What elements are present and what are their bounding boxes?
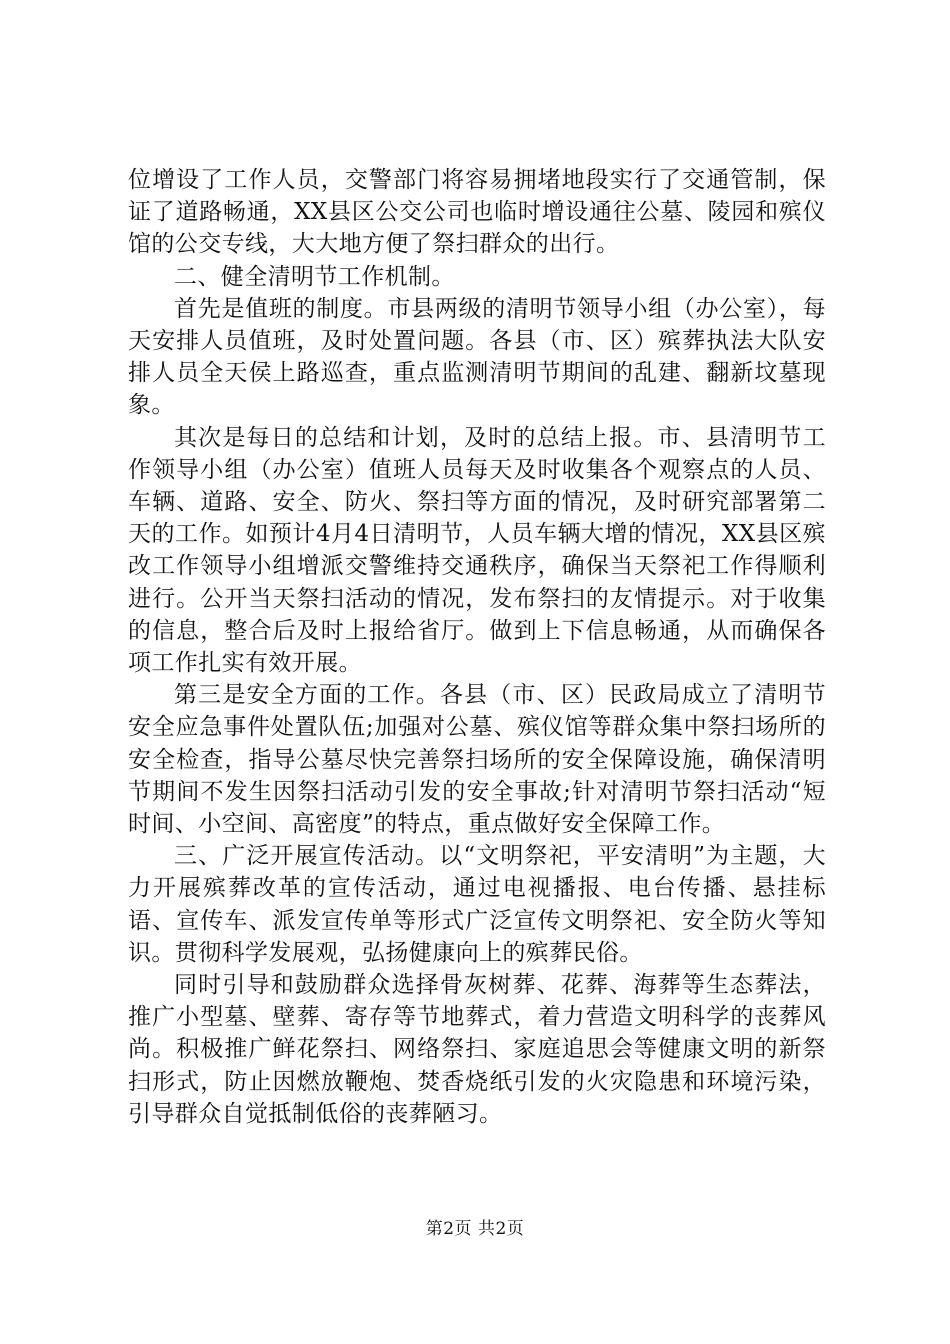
paragraph-daily-summary: 其次是每日的总结和计划，及时的总结上报。市、县清明节工作领导小组（办公室）值班人员每天及时收集各个观察点的人员、车辆、道路、安全、防火、祭扫等方面的情况，及时研究部署第二天的工作。如预计4月4日清明节，人员车辆大增的情况，XX县区殡改工作领导小组增派交警维持交通秩序，确保当天祭祀工作得顺利进行。公开当天祭扫活动的情况，发布祭扫的友情提示。对于收集的信息，整合后及时上报给省厅。做到上下信息畅通，从而确保各项工作扎实有效开展。 — [128, 424, 826, 677]
section-heading-two: 二、健全清明节工作机制。 — [174, 263, 455, 290]
paragraph-eco-burial: 同时引导和鼓励群众选择骨灰树葬、花葬、海葬等生态葬法，推广小型墓、壁葬、寄存等节地葬式，着力营造文明科学的丧葬风尚。积极推广鲜花祭扫、网络祭扫、家庭追思会等健康文明的新祭扫形式，防止因燃放鞭炮、焚香烧纸引发的火灾隐患和环境污染，引导群众自觉抵制低俗的丧葬陋习。 — [128, 972, 826, 1127]
section-heading-three: 三、广泛开展宣传活动。以“文明祭祀，平安清明”为主题，大力开展殡葬改革的宣传活动，通过电视播报、电台传播、悬挂标语、宣传车、派发宣传单等形式广泛宣传文明祭祀、安全防火等知识。贯彻科学发展观，弘扬健康向上的殡葬民俗。 — [128, 843, 826, 966]
document-body — [128, 164, 826, 1130]
paragraph-safety-work: 第三是安全方面的工作。各县（市、区）民政局成立了清明节安全应急事件处置队伍;加强对公墓、殡仪馆等群众集中祭扫场所的安全检查，指导公墓尽快完善祭扫场所的安全保障设施，确保清明节期间不发生因祭扫活动引发的安全事故;针对清明节祭扫活动“短时间、小空间、高密度”的特点，重点做好安全保障工作。 — [128, 682, 826, 838]
paragraph-continuation: 位增设了工作人员，交警部门将容易拥堵地段实行了交通管制，保证了道路畅通，XX县区公交公司也临时增设通往公墓、陵园和殡仪馆的公交专线，大大地方便了祭扫群众的出行。 — [128, 167, 826, 258]
paragraph-duty-system: 首先是值班的制度。市县两级的清明节领导小组（办公室），每天安排人员值班，及时处置问题。各县（市、区）殡葬执法大队安排人员全天侯上路巡查，重点监测清明节期间的乱建、翻新坟墓现象。 — [128, 295, 826, 419]
page-footer: 第2页 共2页 — [425, 1219, 525, 1239]
